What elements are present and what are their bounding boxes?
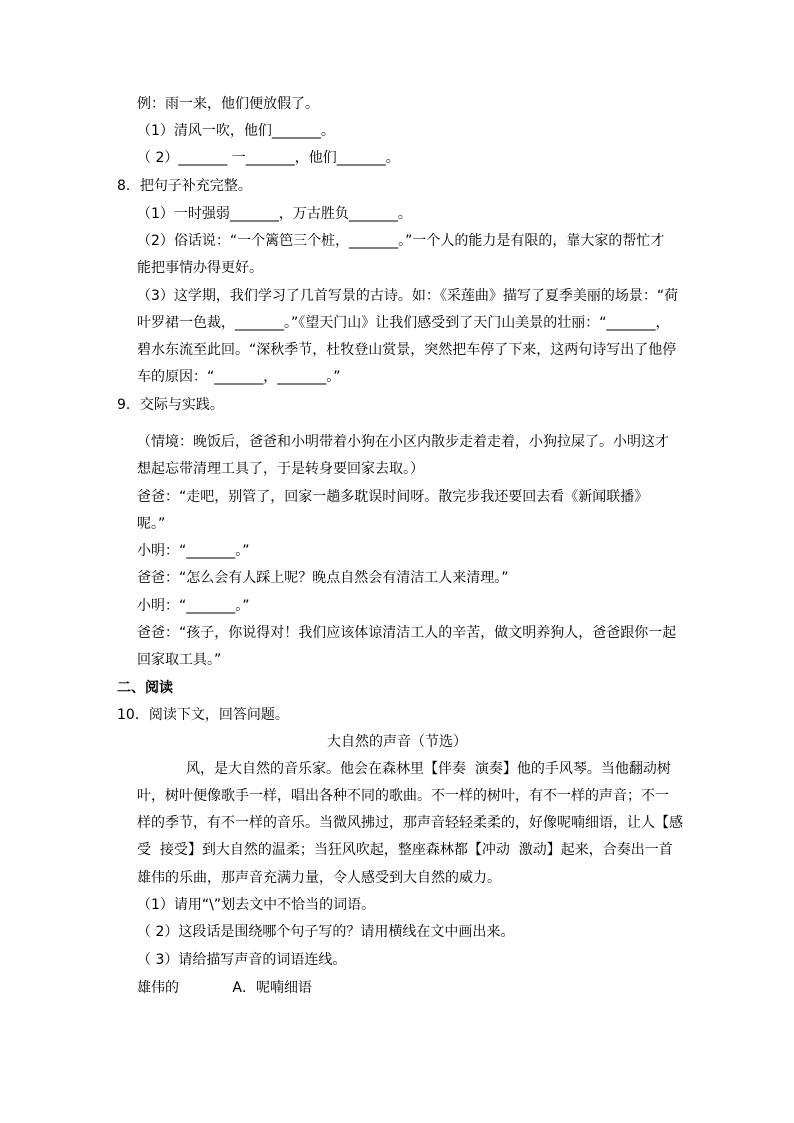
ln-7: 能把事情办得更好。 [137, 260, 263, 276]
ln-27: 样的季节，有不一样的音乐。当微风拂过，那声音轻轻柔柔的，好像呢喃细语，让人【感 [137, 815, 683, 831]
ln-1: 例：雨一来，他们便放假了。 [137, 96, 319, 112]
ln-30: （1）请用“\”划去文中不恰当的词语。 [137, 897, 376, 913]
ln-24: 大自然的声音（节选） [327, 734, 467, 750]
ln-20: 爸爸：“孩子，你说得对！我们应该体谅清洁工人的辛苦，做文明养狗人，爸爸跟你一起 [137, 625, 677, 641]
ln-26: 叶，树叶便像歌手一样，唱出各种不同的歌曲。不一样的树叶，有不一样的声音；不一 [137, 788, 669, 804]
ln-21: 回家取工具。” [137, 652, 222, 668]
ln-31: （ 2）这段话是围绕哪个句子写的？请用横线在文中画出来。 [137, 924, 515, 940]
ln-14: 想起忘带清理工具了，于是转身要回家去取。） [137, 461, 424, 477]
ln-23: 10．阅读下文，回答问题。 [117, 707, 289, 723]
ln-29: 雄伟的乐曲，那声音充满力量，令人感受到大自然的威力。 [137, 870, 501, 886]
ln-10: 碧水东流至此回。“深秋季节，杜牧登山赏景，突然把车停了下来，这两句诗写出了他停 [137, 342, 677, 358]
ln-4: 8．把句子补充完整。 [117, 178, 252, 194]
ln-18: 爸爸：“怎么会有人踩上呢？晚点自然会有清洁工人来清理。” [137, 570, 509, 586]
ln-33: 雄伟的 A．呢喃细语 [137, 980, 312, 996]
ln-32: （ 3）请给描写声音的词语连线。 [137, 952, 347, 968]
ln-3: （ 2）_______ 一_______，他们_______。 [137, 150, 400, 166]
ln-9: 叶罗裙一色裁，_______。”《望天门山》让我们感受到了天门山美景的壮丽：“_______， [137, 315, 670, 331]
ln-19: 小明：“_______。” [137, 598, 250, 614]
ln-22: 二、阅读 [117, 680, 173, 696]
ln-15: 爸爸：“走吧，别管了，回家一趟多耽误时间呀。散完步我还要回去看《新闻联播》 [137, 489, 649, 505]
ln-17: 小明：“_______。” [137, 543, 250, 559]
ln-13: （情境：晚饭后，爸爸和小明带着小狗在小区内散步走着走着，小狗拉屎了。小明这才 [137, 434, 669, 450]
ln-12: 9．交际与实践。 [117, 397, 224, 413]
ln-28: 受 接受】到大自然的温柔；当狂风吹起，整座森林都【冲动 激动】起来，合奏出一首 [137, 842, 673, 858]
ln-16: 呢。” [137, 516, 166, 532]
ln-5: （1）一时强弱_______，万古胜负_______。 [137, 206, 412, 222]
ln-6: （2）俗话说：“一个篱笆三个桩，_______。”一个人的能力是有限的，靠大家的帮忙才 [137, 233, 665, 249]
ln-11: 车的原因：“_______，_______。” [137, 369, 341, 385]
ln-2: （1）清风一吹，他们_______。 [137, 123, 335, 139]
ln-25: 风，是大自然的音乐家。他会在森林里【伴奏 演奏】他的手风琴。当他翻动树 [186, 761, 671, 777]
ln-8: （3）这学期，我们学习了几首写景的古诗。如：《采莲曲》描写了夏季美丽的场景：“荷 [137, 288, 679, 304]
